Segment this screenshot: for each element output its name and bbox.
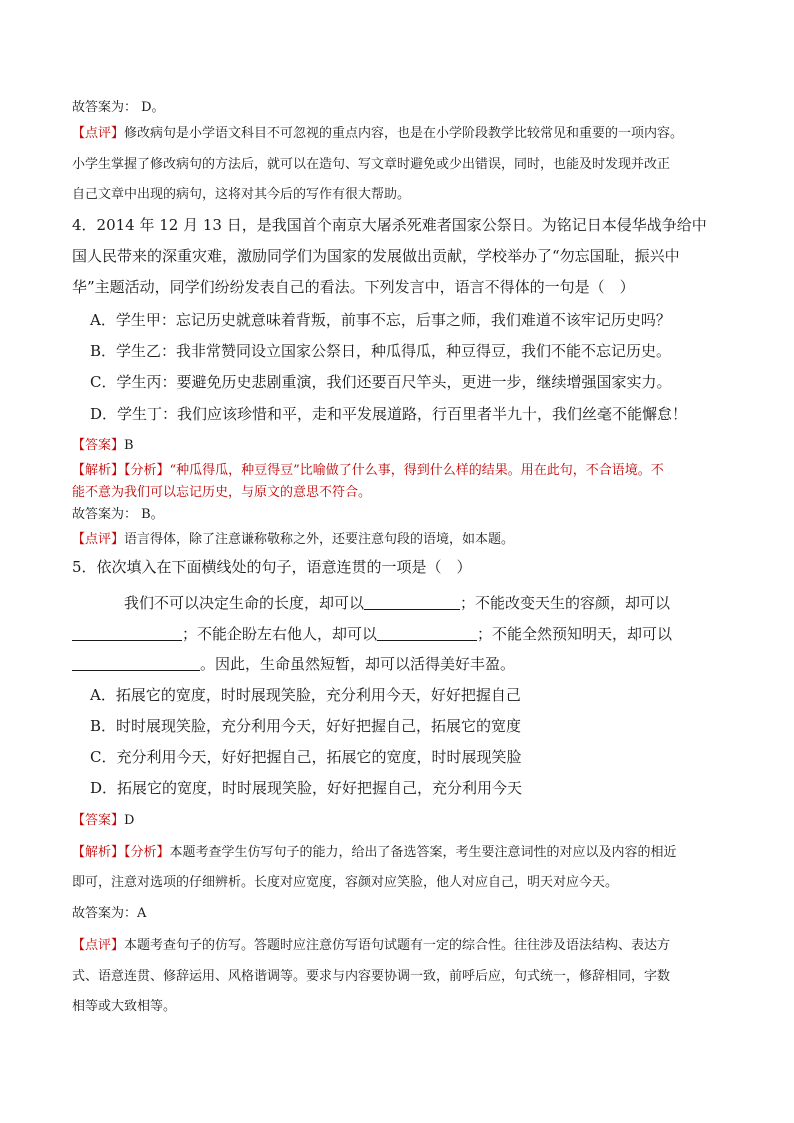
q5-comment-line-3: 相等或大致相等。 (72, 999, 177, 1014)
q5-passage-line-1 (124, 592, 670, 613)
comment-text: 本题考查句子的仿写。答题时应注意仿写语句试题有一定的综合性。往往涉及语法结构、表达方 (124, 938, 671, 953)
q4-option-a: A．学生甲：忘记历史就意味着背叛，前事不忘，后事之师，我们难道不该牢记历史吗？ (90, 311, 671, 329)
q4-result: 故答案为： B。 (72, 507, 164, 522)
q5-option-a: A．拓展它的宽度，时时展现笑脸，充分利用今天，好好把握自己 (90, 686, 521, 704)
prev-comment (72, 122, 683, 141)
q5-comment-line-2: 式、语意连贯、修辞运用、风格谐调等。要求与内容要协调一致，前呼后应，句式统一，修辞相同，字数 (72, 969, 671, 984)
q4-answer (72, 434, 134, 453)
fill-blank-4[interactable] (72, 656, 200, 671)
prev-comment-line-3: 自己文章中出现的病句，这将对其今后的写作有很大帮助。 (72, 187, 411, 202)
q4-comment (72, 528, 514, 547)
passage-text: ；不能企盼左右他人，却可以 (182, 625, 378, 643)
q4-option-d: D．学生丁：我们应该珍惜和平，走和平发展道路，行百里者半九十，我们丝毫不能懈怠！ (90, 405, 688, 423)
answer-tag: 【答案】 (72, 438, 125, 453)
answer-value: D (124, 813, 135, 828)
q4-stem-line-3: 华”主题活动，同学们纷纷发表自己的看法。下列发言中，语言不得体的一句是（ ） (72, 278, 635, 296)
q5-analysis-line-2: 即可，注意对选项的仔细辨析。长度对应宽度，容颜对应笑脸，他人对应自己，明天对应今天。 (72, 875, 619, 890)
q5-answer (72, 809, 134, 828)
q5-stem: 5．依次填入在下面横线处的句子，语意连贯的一项是（ ） (72, 558, 472, 576)
q5-option-b: B．时时展现笑脸，充分利用今天，好好把握自己，拓展它的宽度 (90, 717, 522, 735)
fill-blank-3[interactable] (377, 626, 477, 641)
q5-passage-line-3 (72, 653, 515, 674)
q5-result: 故答案为：A (72, 906, 147, 921)
answer-tag: 【答案】 (72, 813, 125, 828)
passage-text: ；不能全然预知明天，却可以 (477, 625, 673, 643)
passage-text: ；不能改变天生的容颜，却可以 (460, 594, 671, 612)
q5-comment (72, 934, 670, 953)
q5-option-c: C．充分利用今天，好好把握自己，拓展它的宽度，时时展现笑脸 (90, 748, 522, 766)
comment-text: 语言得体，除了注意谦称敬称之外，还要注意句段的语境，如本题。 (124, 532, 515, 547)
q4-option-b: B．学生乙：我非常赞同设立国家公祭日，种瓜得瓜，种豆得豆，我们不能不忘记历史。 (90, 342, 672, 360)
analysis-text: 本题考查学生仿写句子的能力，给出了备选答案，考生要注意词性的对应以及内容的相近 (169, 845, 677, 860)
comment-tag: 【点评】 (72, 938, 125, 953)
answer-value: B (124, 438, 134, 453)
q4-analysis (72, 459, 664, 478)
prev-answer-line: 故答案为： D。 (72, 100, 165, 115)
comment-tag: 【点评】 (72, 532, 125, 547)
comment-tag: 【点评】 (72, 126, 125, 141)
q4-option-c: C．学生丙：要避免历史悲剧重演，我们还要百尺竿头，更进一步，继续增强国家实力。 (90, 373, 672, 391)
q5-option-d: D．拓展它的宽度，时时展现笑脸，好好把握自己，充分利用今天 (90, 779, 523, 797)
comment-text: 修改病句是小学语文科目不可忽视的重点内容，也是在小学阶段教学比较常见和重要的一项内容。 (124, 126, 684, 141)
analysis-text: “种瓜得瓜，种豆得豆”比喻做了什么事，得到什么样的结果。用在此句，不合语境。不 (169, 463, 664, 478)
analysis-tag: 【解析】【分析】 (72, 463, 170, 478)
q5-passage-line-2 (72, 623, 672, 644)
q4-analysis-line-2: 能不意为我们可以忘记历史，与原文的意思不符合。 (72, 485, 372, 500)
q4-stem-line-1: 4．2014 年 12 月 13 日，是我国首个南京大屠杀死难者国家公祭日。为铭记日本侵华战争给中 (72, 216, 707, 234)
q4-stem-line-2: 国人民带来的深重灾难，激励同学们为国家的发展做出贡献，学校举办了“勿忘国耻，振兴中 (72, 247, 680, 265)
prev-comment-line-2: 小学生掌握了修改病句的方法后，就可以在造句、写文章时避免或少出错误，同时，也能及时发现并改正 (72, 157, 671, 172)
passage-text: 。因此，生命虽然短暂，却可以活得美好丰盈。 (200, 655, 516, 673)
fill-blank-2[interactable] (72, 626, 182, 641)
analysis-tag: 【解析】【分析】 (72, 845, 170, 860)
passage-text: 我们不可以决定生命的长度，却可以 (124, 594, 365, 612)
fill-blank-1[interactable] (364, 595, 460, 610)
q5-analysis (72, 841, 677, 860)
